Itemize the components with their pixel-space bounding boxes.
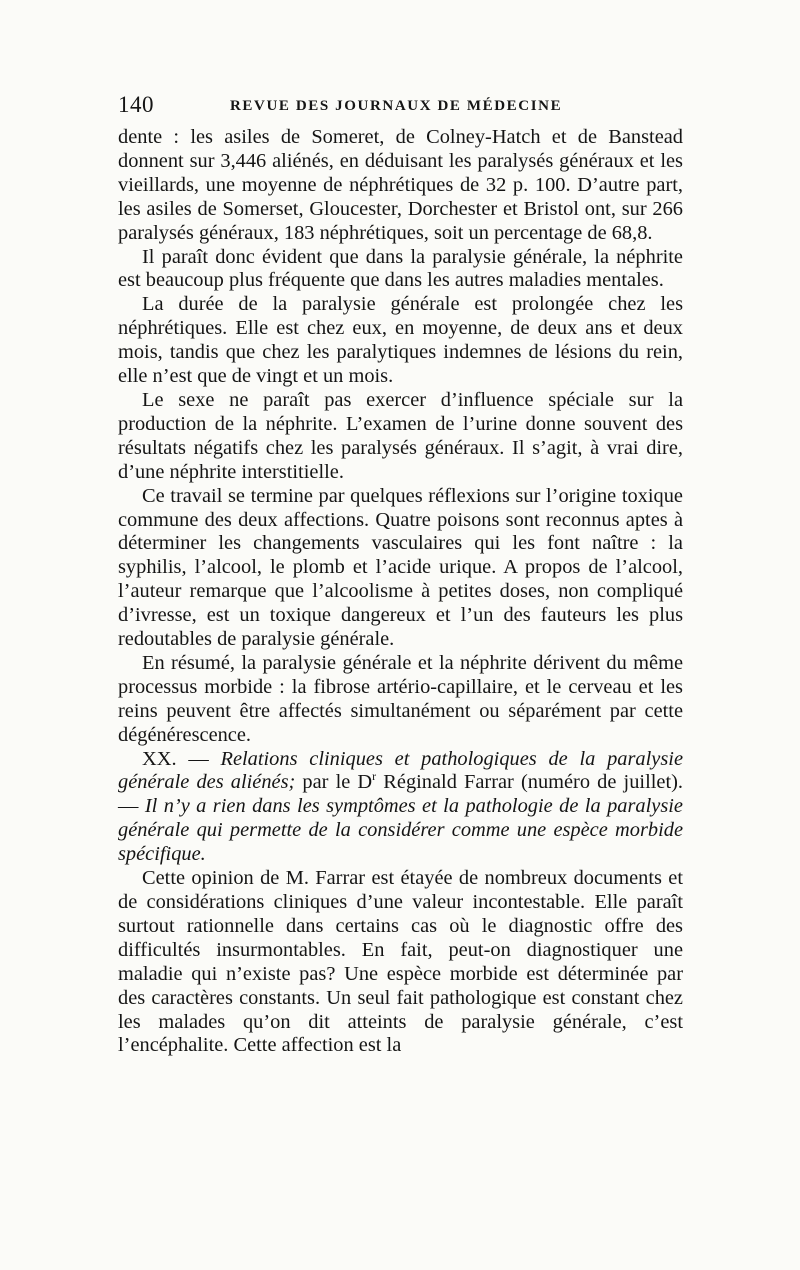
doctor-superscript: r bbox=[372, 769, 377, 784]
article-title: Relations cliniques et pathologiques de la paralysie générale des aliénés; bbox=[118, 747, 683, 794]
running-title: REVUE DES JOURNAUX DE MÉDECINE bbox=[230, 98, 563, 114]
paragraph-6: En résumé, la paralysie générale et la néphrite dérivent du même processus morbide : la fibrose artério-capillaire, et le cerveau et les reins peuvent être affectés simultanément ou séparément par cette dégénérescence. bbox=[118, 651, 683, 746]
body-text bbox=[118, 126, 683, 1058]
paragraph-3: La durée de la paralysie générale est prolongée chez les néphrétiques. Elle est chez eux, en moyenne, de deux ans et deux mois, tandis que chez les paralytiques indemnes de lésions du rein, elle n’est que de vingt et un mois. bbox=[118, 293, 683, 388]
article-author: Réginald Farrar (numéro de juillet). — bbox=[118, 771, 683, 818]
paragraph-2: Il paraît donc évident que dans la paralysie générale, la néphrite est beaucoup plus fréquente que dans les autres maladies mentales. bbox=[118, 245, 683, 292]
paragraph-5: Ce travail se termine par quelques réflexions sur l’origine toxique commune des deux affections. Quatre poisons sont reconnus aptes à déterminer les changements vasculaires qui les font naître : la syphilis, l’alcool, le plomb et l’acide urique. A propos de l’alcool, l’auteur remarque que l’alcoolisme à petites doses, non compliqué d’ivresse, est un toxique dangereux et l’un des fauteurs les plus redoutables de paralysie générale. bbox=[118, 484, 683, 651]
section-label: XX. — bbox=[142, 747, 221, 770]
paragraph-1: dente : les asiles de Someret, de Colney-Hatch et de Banstead donnent sur 3,446 aliénés, en déduisant les paralysés généraux et les vieillards, une moyenne de néphrétiques de 32 p. 100. D’autre part, les asiles de Somerset, Gloucester, Dorchester et Bristol ont, sur 266 paralysés généraux, 183 néphrétiques, soit un percentage de 68,8. bbox=[118, 126, 683, 244]
page-number: 140 bbox=[118, 92, 154, 117]
page-header bbox=[118, 92, 688, 122]
paragraph-7 bbox=[118, 748, 683, 868]
paragraph-8: Cette opinion de M. Farrar est étayée de nombreux documents et de considérations cliniques d’une valeur incontestable. Elle paraît surtout rationnelle dans certains cas où le diagnostic offre des difficultés insurmontables. En fait, peut-on diagnostiquer une maladie qui n’existe pas? Une espèce morbide est déterminée par des caractères constants. Un seul fait pathologique est constant chez les malades qu’on dit atteints de paralysie générale, c’est l’encéphalite. Cette affection est la bbox=[118, 867, 683, 1057]
article-by: par le D bbox=[295, 771, 373, 794]
paragraph-4: Le sexe ne paraît pas exercer d’influence spéciale sur la production de la néphrite. L’examen de l’urine donne souvent des résultats négatifs chez les paralysés généraux. Il s’agit, à vrai dire, d’une néphrite interstitielle. bbox=[118, 388, 683, 483]
article-summary: Il n’y a rien dans les symptômes et la pathologie de la paralysie générale qui permette de la considérer comme une espèce morbide spécifique. bbox=[118, 795, 683, 866]
